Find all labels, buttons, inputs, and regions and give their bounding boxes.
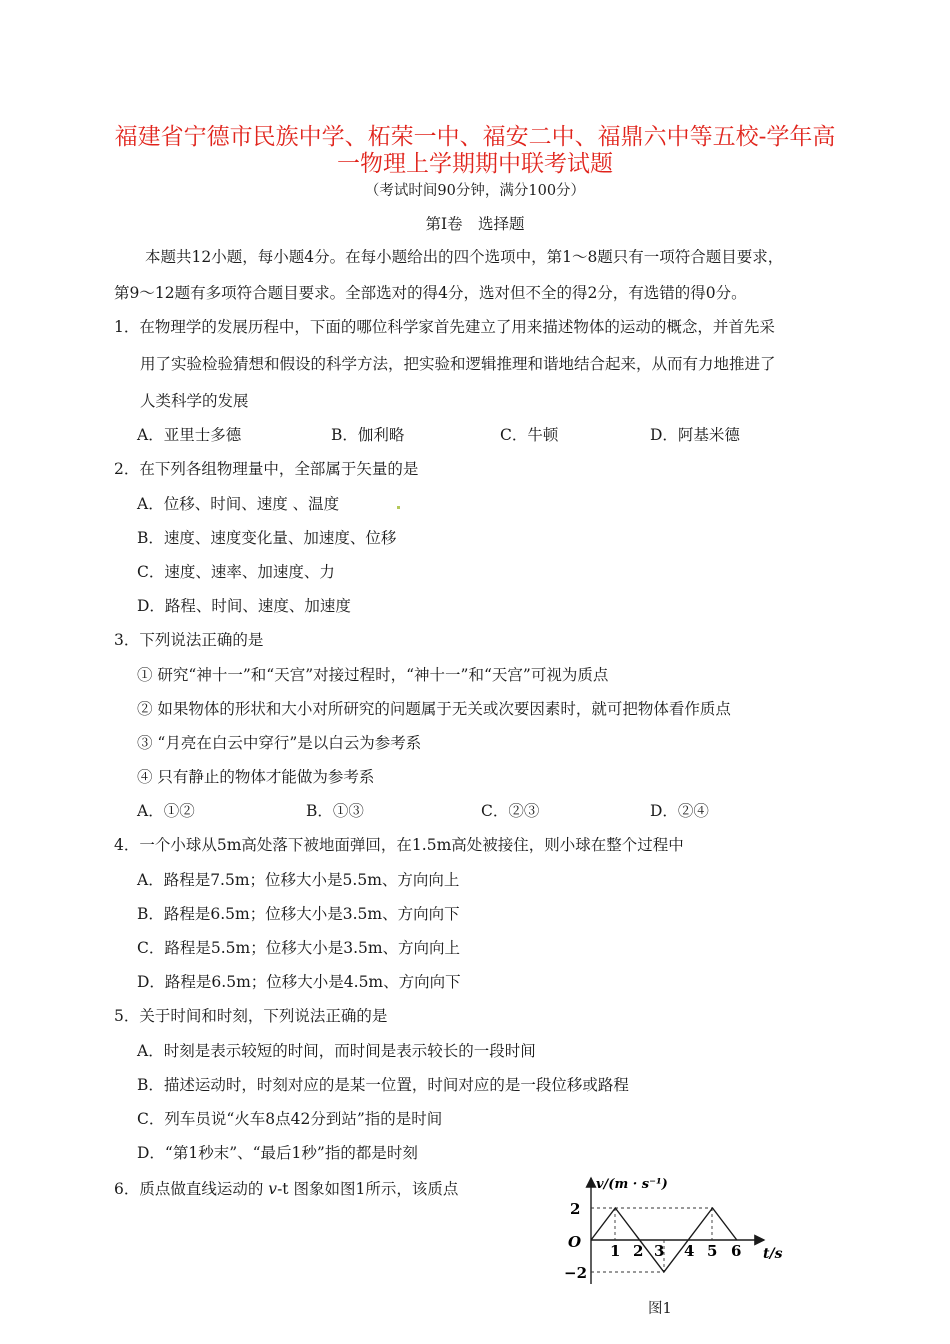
section-heading: 第Ⅰ卷 选择题 — [425, 215, 525, 233]
q5-stem: 5．关于时间和时刻，下列说法正确的是 — [114, 1007, 388, 1025]
q5-option-b: B．描述运动时，时刻对应的是某一位置，时间对应的是一段位移或路程 — [137, 1076, 629, 1094]
q3-statement-2: ② 如果物体的形状和大小对所研究的问题属于无关或次要因素时，就可把物体看作质点 — [137, 700, 731, 718]
q4-stem: 4．一个小球从5m高处落下被地面弹回，在1.5m高处被接住，则小球在整个过程中 — [114, 836, 684, 854]
x-tick-1: 1 — [610, 1242, 621, 1260]
q1-option-b: B．伽利略 — [331, 426, 405, 444]
x-axis-label: t/s — [763, 1246, 783, 1262]
q4-option-c: C．路程是5.5m；位移大小是3.5m、方向向上 — [137, 939, 461, 957]
figure-caption: 图1 — [648, 1301, 672, 1317]
q5-option-c: C．列车员说“火车8点42分到站”指的是时间 — [137, 1110, 443, 1128]
vt-graph — [556, 1172, 816, 1292]
x-tick-5: 5 — [707, 1242, 718, 1260]
q5-option-d: D．“第1秒末”、“最后1秒”指的都是时刻 — [137, 1144, 418, 1162]
q3-statement-1: ① 研究“神十一”和“天宫”对接过程时，“神十一”和“天宫”可视为质点 — [137, 666, 609, 684]
q6-stem-variable: v — [268, 1180, 278, 1198]
intro-line2: 第9～12题有多项符合题目要求。全部选对的得4分，选对但不全的得2分，有选错的得0分。 — [114, 284, 747, 302]
q6-stem — [114, 1177, 458, 1199]
x-tick-4: 4 — [684, 1242, 695, 1260]
q3-stem: 3．下列说法正确的是 — [114, 631, 264, 649]
q4-option-d: D．路程是6.5m；位移大小是4.5m、方向向下 — [137, 973, 461, 991]
exam-title-line2: 一物理上学期期中联考试题 — [337, 151, 613, 177]
x-tick-2: 2 — [633, 1242, 644, 1260]
q4-option-a: A．路程是7.5m；位移大小是5.5m、方向向上 — [137, 871, 460, 889]
q5-option-a: A．时刻是表示较短的时间，而时间是表示较长的一段时间 — [137, 1042, 536, 1060]
y-axis-label: v/(m · s⁻¹) — [596, 1177, 668, 1192]
q4-option-b: B．路程是6.5m；位移大小是3.5m、方向向下 — [137, 905, 460, 923]
q3-option-a: A．①② — [137, 802, 195, 820]
q2-option-a: A．位移、时间、速度 、温度 — [137, 495, 340, 513]
q2-stem: 2．在下列各组物理量中，全部属于矢量的是 — [114, 460, 419, 478]
q6-stem-suffix: -t 图象如图1所示，该质点 — [277, 1180, 459, 1198]
q1-option-d: D．阿基米德 — [650, 426, 740, 444]
exam-subtitle: （考试时间90分钟，满分100分） — [364, 183, 586, 199]
y-tick-pos: 2 — [570, 1200, 581, 1218]
q2-option-c: C．速度、速率、加速度、力 — [137, 563, 335, 581]
x-tick-3: 3 — [654, 1242, 665, 1260]
q1-stem-line2: 用了实验检验猜想和假设的科学方法，把实验和逻辑推理和谐地结合起来，从而有力地推进了 — [140, 355, 776, 373]
q2-option-d: D．路程、时间、速度、加速度 — [137, 597, 351, 615]
q1-stem-line1: 1．在物理学的发展历程中，下面的哪位科学家首先建立了用来描述物体的运动的概念，并首先采 — [114, 318, 775, 336]
q3-option-d: D．②④ — [650, 802, 709, 820]
q6-stem-prefix: 6．质点做直线运动的 — [114, 1180, 269, 1198]
q1-option-c: C．牛顿 — [500, 426, 559, 444]
x-tick-6: 6 — [731, 1242, 742, 1260]
q2-option-b: B．速度、速度变化量、加速度、位移 — [137, 529, 397, 547]
origin-label: O — [568, 1233, 582, 1251]
q3-statement-4: ④ 只有静止的物体才能做为参考系 — [137, 768, 375, 786]
y-tick-neg: −2 — [564, 1264, 588, 1282]
q1-option-a: A．亚里士多德 — [137, 426, 242, 444]
intro-line1: 本题共12小题，每小题4分。在每小题给出的四个选项中，第1～8题只有一项符合题目要求， — [145, 248, 784, 266]
q3-option-b: B．①③ — [306, 802, 364, 820]
exam-title-line1: 福建省宁德市民族中学、柘荣一中、福安二中、福鼎六中等五校-学年高 — [114, 124, 836, 150]
q1-stem-line3: 人类科学的发展 — [140, 392, 249, 410]
speck — [397, 506, 400, 509]
q3-option-c: C．②③ — [481, 802, 540, 820]
q3-statement-3: ③ “月亮在白云中穿行”是以白云为参考系 — [137, 734, 422, 752]
